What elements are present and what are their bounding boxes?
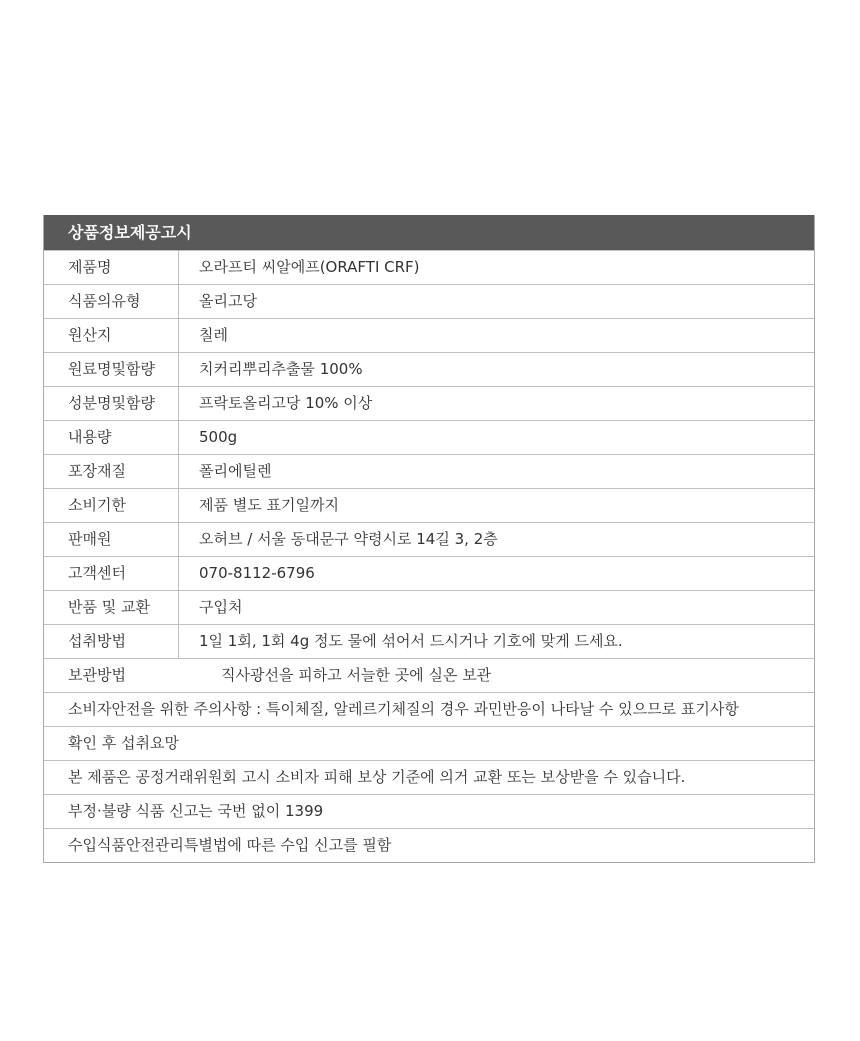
row-label: 성분명및함량 [44, 387, 179, 420]
table-title: 상품정보제공고시 [44, 215, 814, 250]
row-value: 올리고당 [199, 292, 257, 310]
notice-text: 본 제품은 공정거래위원회 고시 소비자 피해 보상 기준에 의거 교환 또는 보상받을 수 있습니다. [68, 768, 686, 786]
table-row [44, 624, 814, 658]
product-info-table [43, 215, 815, 863]
row-value: 제품 별도 표기일까지 [199, 496, 339, 514]
row-label: 포장재질 [44, 455, 179, 488]
row-label: 판매원 [44, 523, 179, 556]
row-value: 칠레 [199, 326, 228, 344]
table-row [44, 658, 814, 692]
row-label: 식품의유형 [44, 285, 179, 318]
row-label: 원료명및함량 [44, 353, 179, 386]
table-row [44, 488, 814, 522]
row-value: 프락토올리고당 10% 이상 [199, 394, 373, 412]
notice-row [44, 692, 814, 726]
table-row [44, 352, 814, 386]
row-label: 섭취방법 [44, 625, 179, 658]
table-row [44, 318, 814, 352]
table-row [44, 522, 814, 556]
table-row [44, 454, 814, 488]
notice-text: 확인 후 섭취요망 [68, 734, 179, 752]
row-value: 070-8112-6796 [199, 564, 315, 582]
notice-row [44, 726, 814, 760]
row-value: 폴리에틸렌 [199, 462, 272, 480]
table-row [44, 284, 814, 318]
row-label: 소비기한 [44, 489, 179, 522]
row-value: 직사광선을 피하고 서늘한 곳에 실온 보관 [221, 666, 492, 684]
row-value: 오허브 / 서울 동대문구 약령시로 14길 3, 2층 [199, 530, 498, 548]
notice-row [44, 760, 814, 794]
row-label: 고객센터 [44, 557, 179, 590]
notice-text: 부정·불량 식품 신고는 국번 없이 1399 [68, 802, 324, 820]
notice-row [44, 794, 814, 828]
table-row [44, 250, 814, 284]
row-value: 치커리뿌리추출물 100% [199, 360, 363, 378]
row-label: 내용량 [44, 421, 179, 454]
row-value: 오라프티 씨알에프(ORAFTI CRF) [199, 258, 420, 276]
table-row [44, 590, 814, 624]
row-label: 반품 및 교환 [44, 591, 179, 624]
notice-text: 소비자안전을 위한 주의사항 : 특이체질, 알레르기체질의 경우 과민반응이 나타날 수 있으므로 표기사항 [68, 700, 739, 718]
row-label: 원산지 [44, 319, 179, 352]
notice-row [44, 828, 814, 862]
row-value: 구입처 [199, 598, 243, 616]
notice-text: 수입식품안전관리특별법에 따른 수입 신고를 필함 [68, 836, 392, 854]
row-label: 보관방법 [68, 666, 126, 684]
table-row [44, 420, 814, 454]
table-row [44, 556, 814, 590]
row-label: 제품명 [44, 251, 179, 284]
row-value: 500g [199, 428, 238, 446]
table-row [44, 386, 814, 420]
row-value: 1일 1회, 1회 4g 정도 물에 섞어서 드시거나 기호에 맞게 드세요. [199, 632, 623, 650]
